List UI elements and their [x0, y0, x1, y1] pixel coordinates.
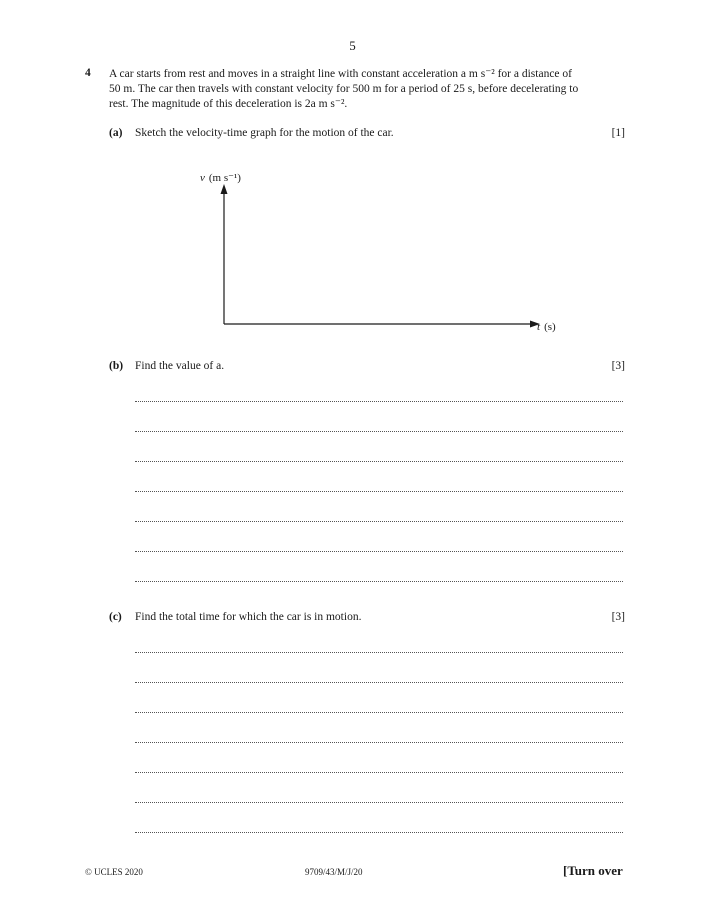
copyright-text: © UCLES 2020 — [85, 867, 143, 877]
part-c-text: Find the total time for which the car is in motion. — [135, 611, 362, 623]
answer-line[interactable] — [135, 401, 623, 402]
part-a-text: Sketch the velocity-time graph for the motion of the car. — [135, 127, 394, 139]
y-axis-arrow — [221, 184, 228, 194]
page-number: 5 — [349, 38, 356, 53]
question-text-line: A car starts from rest and moves in a straight line with constant acceleration a m s⁻² for a distance of — [109, 68, 572, 80]
answer-line[interactable] — [135, 832, 623, 833]
answer-line[interactable] — [135, 521, 623, 522]
paper-code: 9709/43/M/J/20 — [305, 867, 363, 877]
x-axis-label — [537, 317, 556, 335]
answer-line[interactable] — [135, 491, 623, 492]
answer-line[interactable] — [135, 461, 623, 462]
answer-line[interactable] — [135, 652, 623, 653]
question-text — [109, 67, 629, 112]
answer-line[interactable] — [135, 551, 623, 552]
part-c-label: (c) — [109, 611, 122, 623]
x-axis-symbol: t — [537, 321, 541, 333]
turn-over-label: [Turn over — [563, 863, 623, 878]
answer-line[interactable] — [135, 772, 623, 773]
part-a-marks: [1] — [611, 127, 625, 139]
question-text-line: rest. The magnitude of this deceleration is 2a m s⁻². — [109, 98, 348, 110]
answer-line[interactable] — [135, 581, 623, 582]
part-b-label: (b) — [109, 360, 124, 372]
part-b-marks: [3] — [611, 360, 625, 372]
answer-line[interactable] — [135, 682, 623, 683]
part-c-marks: [3] — [611, 611, 625, 623]
y-axis-symbol: v — [200, 172, 205, 184]
x-axis-unit: (s) — [544, 321, 556, 333]
y-axis-unit: (m s⁻¹) — [208, 172, 241, 184]
answer-line[interactable] — [135, 802, 623, 803]
answer-line[interactable] — [135, 431, 623, 432]
part-a-label: (a) — [109, 127, 123, 139]
part-b-text: Find the value of a. — [135, 360, 225, 372]
velocity-time-axes — [215, 182, 545, 332]
question-number: 4 — [85, 67, 91, 79]
question-text-line: 50 m. The car then travels with constant velocity for 500 m for a period of 25 s, before decelerating to — [109, 83, 579, 95]
answer-line[interactable] — [135, 712, 623, 713]
answer-line[interactable] — [135, 742, 623, 743]
